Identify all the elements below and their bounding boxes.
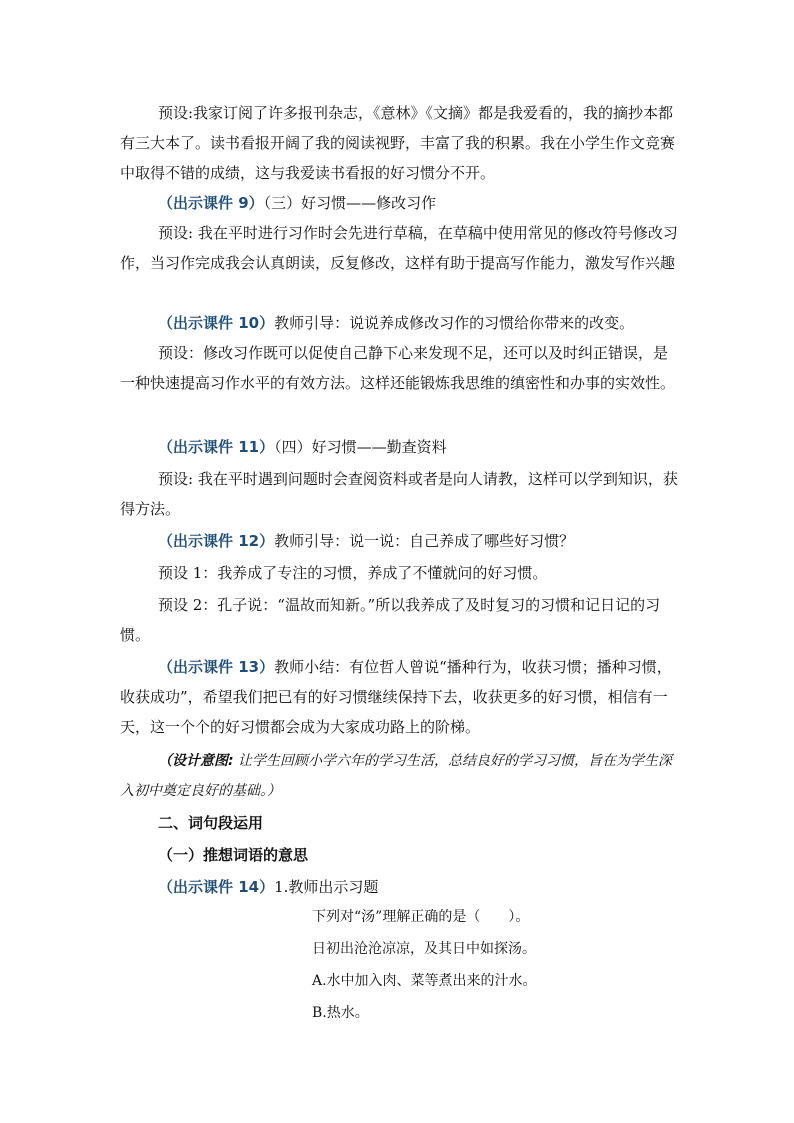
paragraph-courseware-12 [120, 526, 680, 556]
paragraph-courseware-14 [120, 872, 680, 902]
courseware-label: （出示课件 13） [158, 658, 275, 676]
courseware-label: （出示课件 12） [158, 532, 275, 550]
exercise-option-b: B.热水。 [312, 1005, 369, 1021]
design-intent-text: 让学生回顾小学六年的学习生活，总结良好的学习习惯，旨在为学生深入初中奠定良好的基础。） [120, 753, 673, 799]
exercise-sentence: 日初出沧沧凉凉，及其日中如探汤。 [312, 941, 536, 957]
paragraph-preset-1: 预设 1：我养成了专注的习惯，养成了不懂就问的好习惯。 [158, 564, 548, 582]
paragraph-courseware-10 [120, 308, 680, 338]
paragraph-preset-reading: 预设:我家订阅了许多报刊杂志，《意林》《文摘》都是我爱看的，我的摘抄本都有三大本了。读书看报开阔了我的阅读视野，丰富了我的积累。我在小学生作文竞赛中取得不错的成绩，这与我爱读书看报的好习惯分不开。 [120, 104, 676, 182]
paragraph-text: 教师引导：说说养成修改习作的习惯给你带来的改变。 [274, 314, 635, 332]
section-heading-2: 二、词句段运用 [158, 814, 264, 832]
paragraph-preset-revise-benefit: 预设：修改习作既可以促使自己静下心来发现不足，还可以及时纠正错误，是一种快速提高习作水平的有效方法。这样还能锻炼我思维的缜密性和办事的实效性。 [120, 344, 676, 392]
courseware-label: （出示课件 10） [158, 314, 275, 332]
exercise-option-a: A.水中加入肉、菜等煮出来的汁水。 [312, 973, 537, 989]
paragraph-preset-research: 预设: 我在平时遇到问题时会查阅资料或者是向人请教，这样可以学到知识，获得方法。 [120, 470, 678, 518]
paragraph-courseware-9 [120, 188, 680, 218]
design-intent-label: （设计意图: [158, 753, 234, 769]
courseware-label: （出示课件 9） [158, 194, 264, 212]
paragraph-preset-2: 预设 2：孔子说：“温故而知新。”所以我养成了及时复习的习惯和记日记的习惯。 [120, 596, 661, 644]
paragraph-text: 教师小结：有位哲人曾说“播种行为，收获习惯；播种习惯，收获成功”，希望我们把已有的好习惯继续保持下去，收获更多的好习惯，相信有一天，这一个个的好习惯都会成为大家成功路上的阶梯。 [120, 658, 672, 736]
paragraph-preset-revise: 预设: 我在平时进行习作时会先进行草稿，在草稿中使用常见的修改符号修改习作，当习作完成我会认真朗读，反复修改，这样有助于提高写作能力，激发写作兴趣 [120, 224, 678, 272]
design-intent-note [120, 746, 680, 806]
paragraph-courseware-13 [120, 652, 680, 742]
courseware-label: （出示课件 14） [158, 878, 275, 896]
paragraph-text: 1.教师出示习题 [274, 878, 379, 896]
paragraph-courseware-11 [120, 432, 680, 462]
courseware-label: （出示课件 11） [158, 438, 275, 456]
paragraph-text: （四）好习惯——勤查资料 [274, 438, 447, 456]
paragraph-text: 教师引导：说一说：自己养成了哪些好习惯？ [274, 532, 575, 550]
paragraph-text: （三）好习惯——修改习作 [263, 194, 437, 212]
exercise-question: 下列对“汤”理解正确的是（ ）。 [312, 909, 530, 925]
subsection-heading-2-1: （一）推想词语的意思 [158, 846, 309, 864]
